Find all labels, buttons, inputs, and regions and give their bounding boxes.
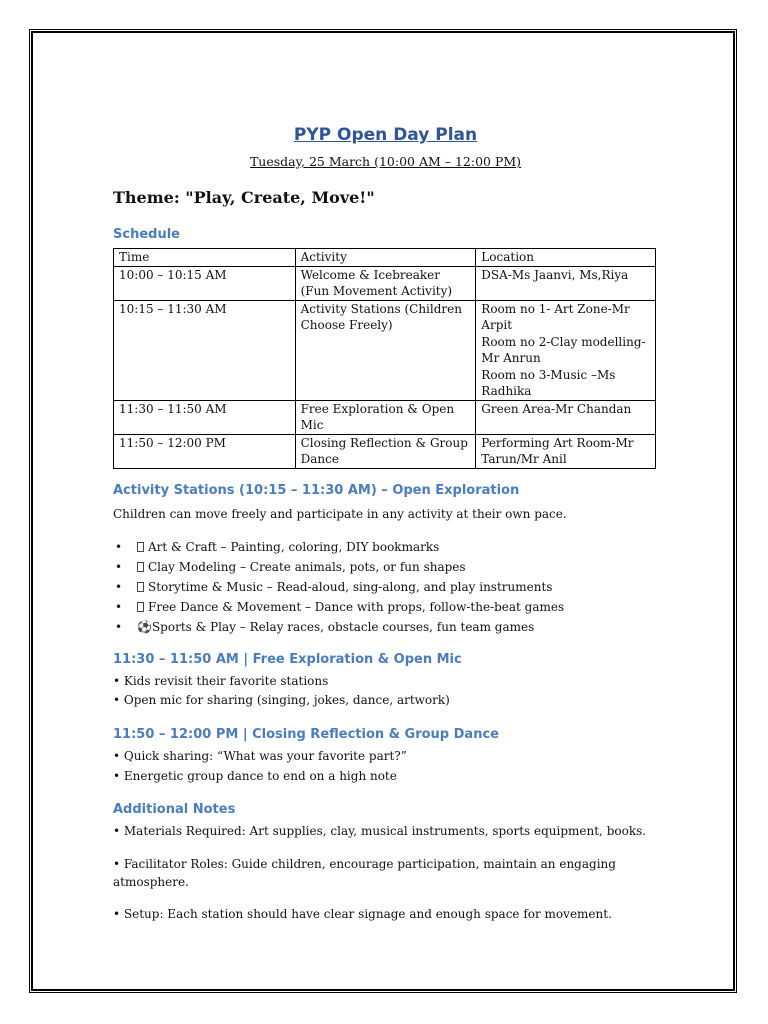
note-item: • Materials Required: Art supplies, clay, musical instruments, sports equipment, books.: [113, 824, 647, 838]
column-header-location: Location: [476, 249, 656, 267]
location-line: Room no 3-Music –Ms Radhika: [481, 367, 616, 398]
time-cell: 10:15 – 11:30 AM: [114, 300, 296, 400]
location-line: Performing Art Room-Mr Tarun/Mr Anil: [481, 435, 634, 466]
list-item: [113, 597, 564, 617]
time-cell: 11:30 – 11:50 AM: [114, 400, 296, 434]
table-row: [114, 300, 656, 400]
closing-heading: 11:50 – 12:00 PM | Closing Reflection & Group Dance: [113, 727, 499, 742]
soccer-ball-icon: ⚽: [137, 620, 152, 634]
closing-line: • Energetic group dance to end on a high note: [113, 769, 397, 783]
event-date: Tuesday, 25 March (10:00 AM – 12:00 PM): [249, 154, 522, 169]
schedule-header-row: [114, 249, 656, 267]
table-row: [114, 434, 656, 468]
activity-cell: Free Exploration & Open Mic: [295, 400, 476, 434]
station-text: Clay Modeling – Create animals, pots, or fun shapes: [148, 560, 466, 574]
stations-list: [113, 537, 564, 637]
note-item: • Setup: Each station should have clear signage and enough space for movement.: [113, 907, 612, 921]
location-cell: [476, 400, 656, 434]
free-exploration-heading: 11:30 – 11:50 AM | Free Exploration & Open Mic: [113, 652, 462, 667]
schedule-table: [113, 248, 656, 469]
location-line: Green Area-Mr Chandan: [481, 401, 632, 416]
bullet-icon: •: [115, 560, 123, 574]
station-text: Storytime & Music – Read-aloud, sing-along, and play instruments: [148, 580, 553, 594]
column-header-activity: Activity: [295, 249, 476, 267]
missing-glyph-icon: [137, 602, 144, 612]
stations-heading: Activity Stations (10:15 – 11:30 AM) – Open Exploration: [113, 483, 520, 498]
bullet-icon: •: [115, 580, 123, 594]
location-line: DSA-Ms Jaanvi, Ms,Riya: [481, 267, 629, 282]
bullet-icon: •: [115, 540, 123, 554]
free-exploration-line: • Kids revisit their favorite stations: [113, 674, 329, 688]
table-row: [114, 400, 656, 434]
location-cell: [476, 300, 656, 400]
free-exploration-line: • Open mic for sharing (singing, jokes, dance, artwork): [113, 693, 450, 707]
notes-heading: Additional Notes: [113, 802, 236, 817]
activity-cell: Welcome & Icebreaker (Fun Movement Activity): [295, 266, 476, 300]
missing-glyph-icon: [137, 562, 144, 572]
station-text: Sports & Play – Relay races, obstacle courses, fun team games: [151, 620, 535, 634]
event-theme: Theme: "Play, Create, Move!": [113, 188, 375, 207]
list-item: [113, 577, 564, 597]
missing-glyph-icon: [137, 582, 144, 592]
time-cell: 10:00 – 10:15 AM: [114, 266, 296, 300]
stations-intro: Children can move freely and participate in any activity at their own pace.: [113, 507, 567, 521]
bullet-icon: •: [115, 620, 123, 634]
closing-line: • Quick sharing: “What was your favorite part?”: [113, 749, 407, 763]
column-header-time: Time: [114, 249, 296, 267]
list-item: [113, 617, 564, 637]
station-text: Art & Craft – Painting, coloring, DIY bookmarks: [148, 540, 440, 554]
note-item: • Facilitator Roles: Guide children, encourage participation, maintain an engaging atmosphere.: [113, 857, 616, 889]
location-line: Room no 1- Art Zone-Mr Arpit: [481, 301, 630, 332]
document-title: PYP Open Day Plan: [293, 125, 478, 145]
time-cell: 11:50 – 12:00 PM: [114, 434, 296, 468]
location-cell: [476, 434, 656, 468]
table-row: [114, 266, 656, 300]
location-line: Room no 2-Clay modelling-Mr Anrun: [481, 334, 646, 365]
missing-glyph-icon: [137, 542, 144, 552]
bullet-icon: •: [115, 600, 123, 614]
station-text: Free Dance & Movement – Dance with props, follow-the-beat games: [148, 600, 565, 614]
activity-cell: Activity Stations (Children Choose Freely): [295, 300, 476, 400]
location-cell: [476, 266, 656, 300]
list-item: [113, 557, 564, 577]
schedule-heading: Schedule: [113, 227, 180, 242]
activity-cell: Closing Reflection & Group Dance: [295, 434, 476, 468]
list-item: [113, 537, 564, 557]
